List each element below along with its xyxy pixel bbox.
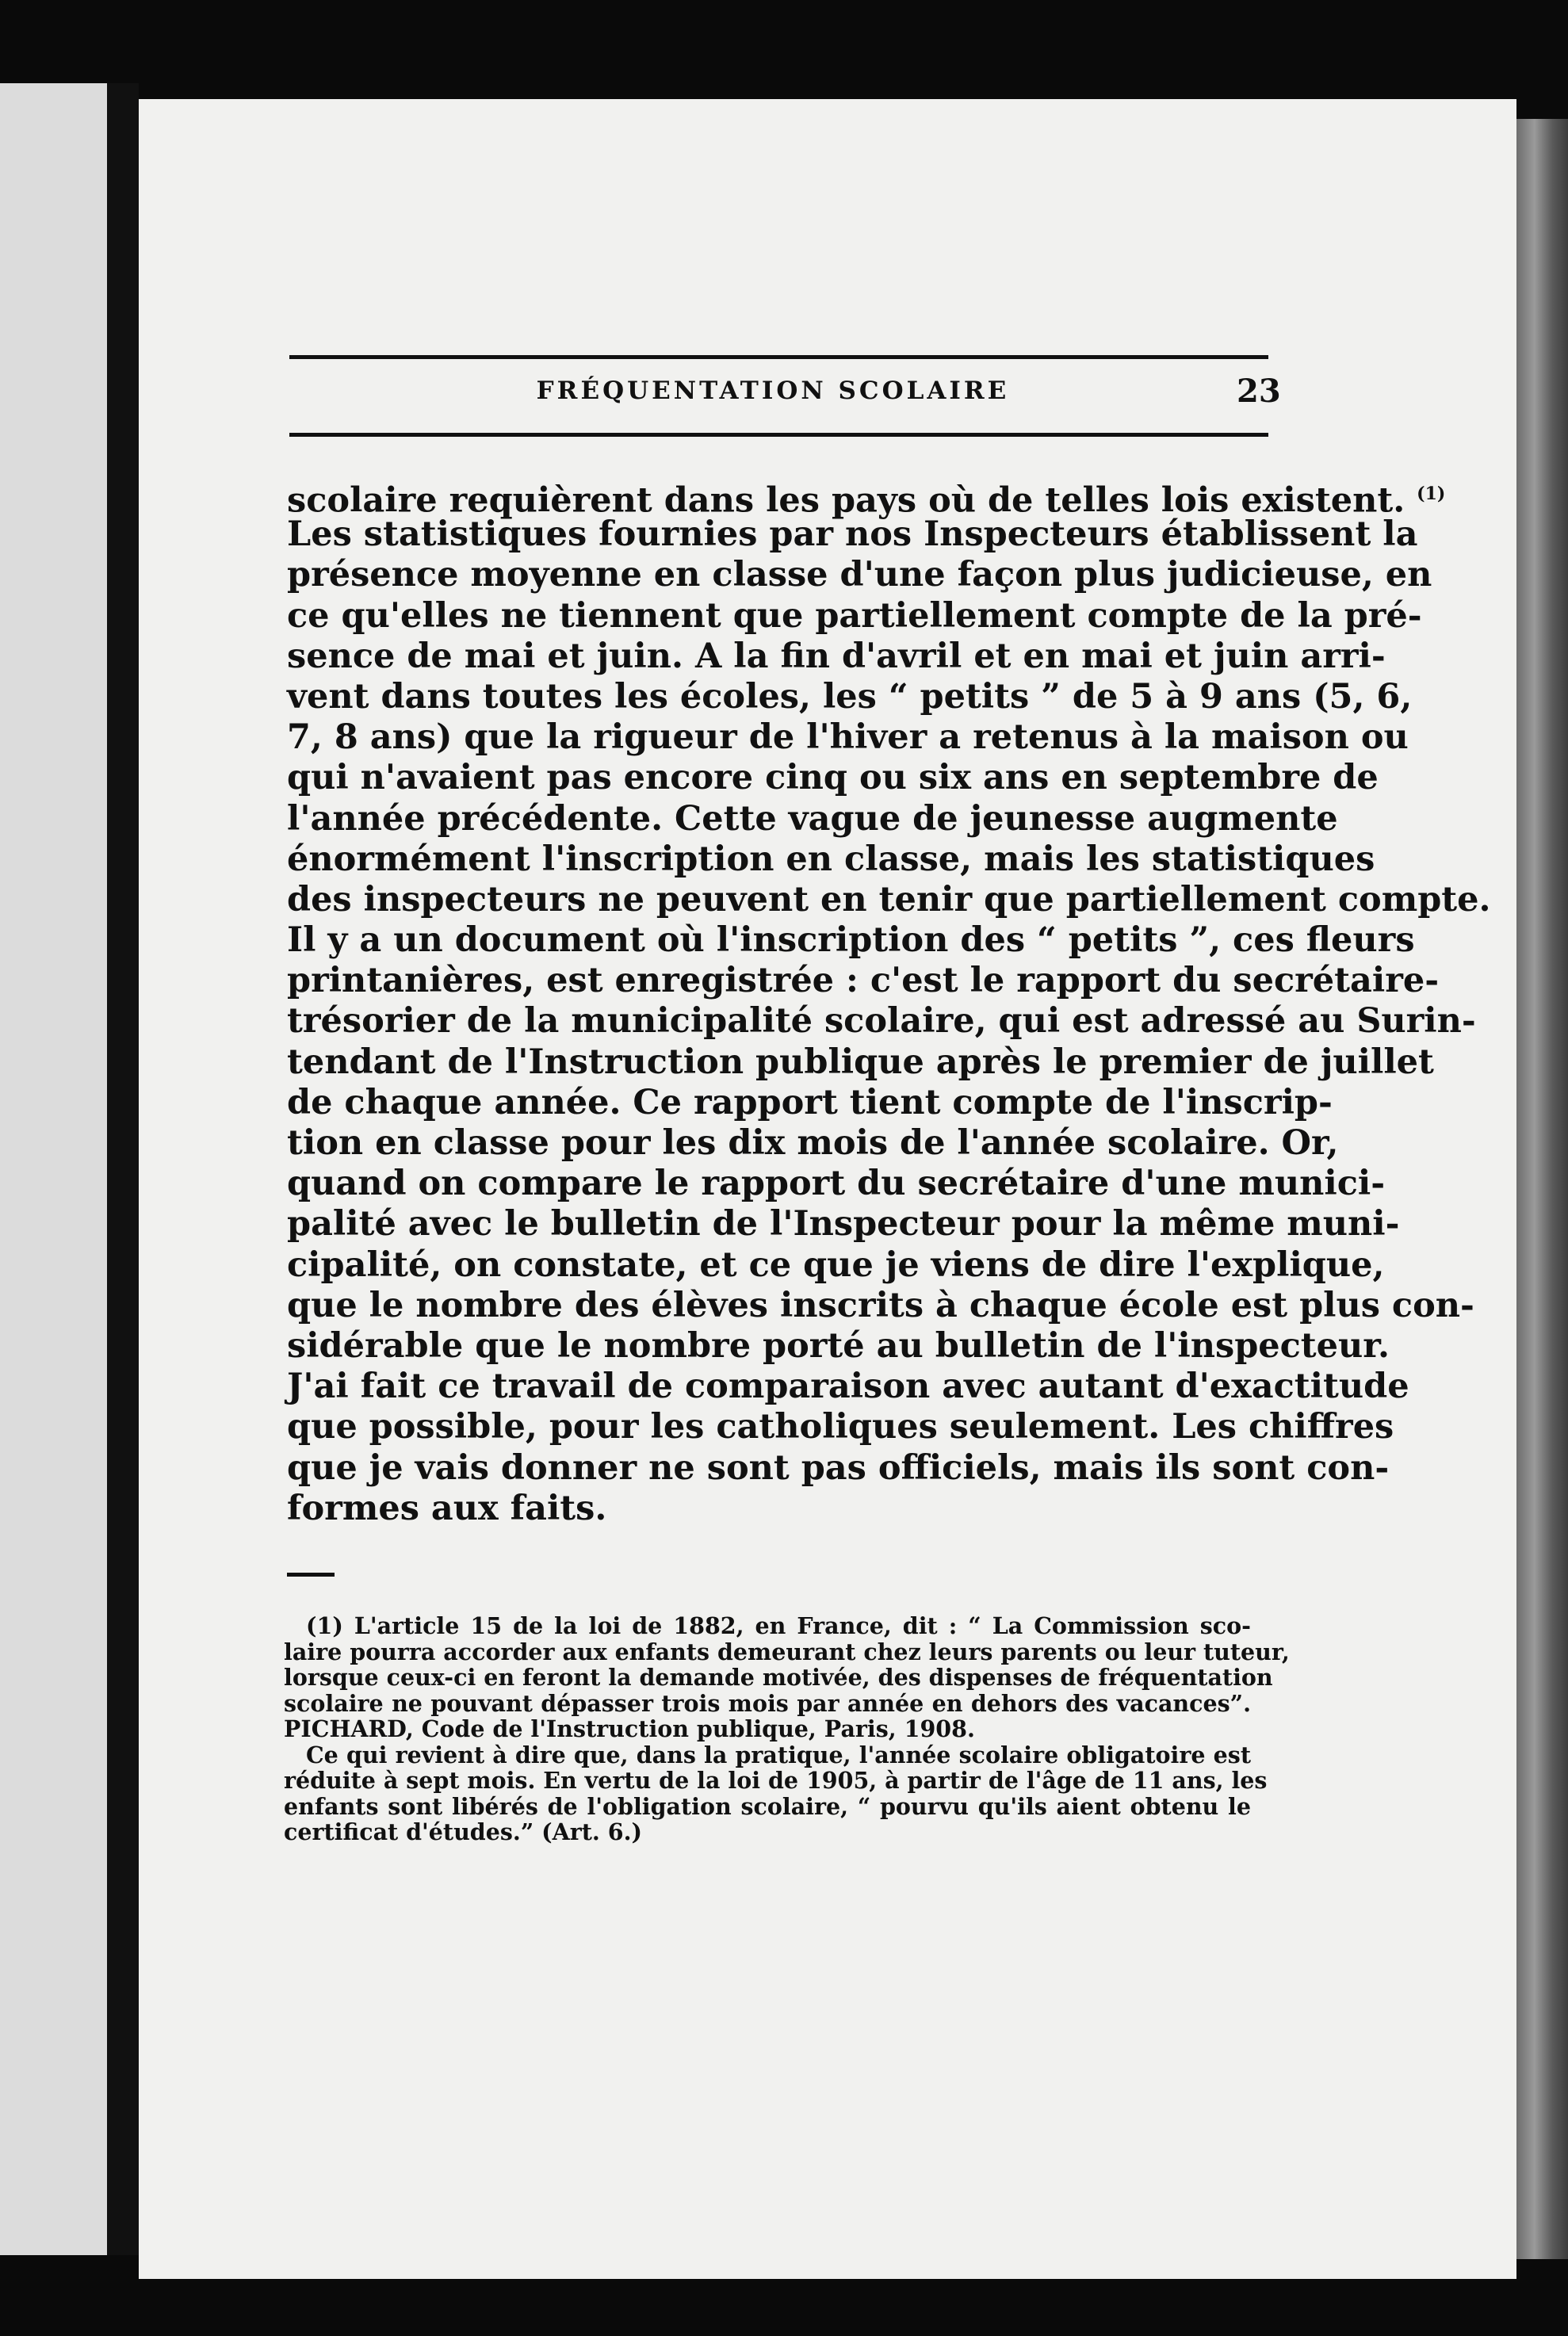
footnote-separator [287, 1573, 335, 1577]
footnote-line: laire pourra accorder aux enfants demeurant chez leurs parents ou leur tuteur, [284, 1638, 1290, 1665]
body-text [287, 474, 1491, 1529]
body-line: trésorier de la municipalité scolaire, qui est adressé au Surin- [287, 1001, 1476, 1042]
body-line: que je vais donner ne sont pas officiels, mais ils sont con- [287, 1447, 1390, 1488]
body-line: scolaire requièrent dans les pays où de telles lois existent. $^{(1)}$ [287, 480, 1446, 521]
body-line: cipalité, on constate, et ce que je viens de dire l'explique, [287, 1244, 1385, 1285]
facing-page-edge [0, 83, 107, 2255]
body-line: que le nombre des élèves inscrits à chaque école est plus con- [287, 1285, 1474, 1325]
body-line: qui n'avaient pas encore cinq ou six ans en septembre de [287, 758, 1379, 798]
page-number: 23 [1237, 373, 1281, 410]
body-line: sence de mai et juin. A la fin d'avril et en mai et juin arri- [287, 636, 1386, 676]
body-line: palité avec le bulletin de l'Inspecteur pour la même muni- [287, 1204, 1400, 1244]
footnote-line: (1) L'article 15 de la loi de 1882, en France, dit : “ La Commission sco- [306, 1612, 1251, 1639]
body-line: de chaque année. Ce rapport tient compte de l'inscrip- [287, 1082, 1333, 1122]
body-line: 7, 8 ans) que la rigueur de l'hiver a retenus à la maison ou [287, 717, 1409, 758]
footnote-line: réduite à sept mois. En vertu de la loi de 1905, à partir de l'âge de 11 ans, les [284, 1767, 1268, 1794]
footnotes [284, 1612, 1290, 1845]
body-line: vent dans toutes les écoles, les “ petits ” de 5 à 9 ans (5, 6, [287, 676, 1413, 717]
body-line: tion en classe pour les dix mois de l'année scolaire. Or, [287, 1123, 1339, 1163]
header-rule-bottom [289, 433, 1268, 437]
footnote-line: Ce qui revient à dire que, dans la pratique, l'année scolaire obligatoire est [306, 1741, 1251, 1768]
header-rule-top [289, 355, 1268, 359]
body-line: présence moyenne en classe d'une façon plus judicieuse, en [287, 555, 1432, 595]
binding-shadow [107, 83, 139, 2255]
footnote-line: lorsque ceux-ci en feront la demande motivée, des dispenses de fréquentation [284, 1664, 1273, 1691]
body-line: l'année précédente. Cette vague de jeunesse augmente [287, 798, 1338, 839]
footnote-marker: (1) [1417, 484, 1446, 504]
footnote-line: scolaire ne pouvant dépasser trois mois par année en dehors des vacances”. [284, 1689, 1251, 1717]
footnote-line: PICHARD, Code de l'Instruction publique, Paris, 1908. [284, 1715, 975, 1742]
body-line: sidérable que le nombre porté au bulletin de l'inspecteur. [287, 1325, 1390, 1366]
footnote-line: certificat d'études.” (Art. 6.) [284, 1818, 642, 1845]
body-line: quand on compare le rapport du secrétaire d'une munici- [287, 1164, 1386, 1204]
body-line: énormément l'inscription en classe, mais les statistiques [287, 839, 1375, 879]
running-title: FRÉQUENTATION SCOLAIRE [536, 377, 1010, 405]
body-line: Il y a un document où l'inscription des “ petits ”, ces fleurs [287, 920, 1415, 961]
body-line: Les statistiques fournies par nos Inspecteurs établissent la [287, 514, 1418, 555]
body-line: tendant de l'Instruction publique après le premier de juillet [287, 1042, 1434, 1082]
footnote-line: enfants sont libérés de l'obligation scolaire, “ pourvu qu'ils aient obtenu le [284, 1792, 1251, 1820]
body-line: des inspecteurs ne peuvent en tenir que partiellement compte. [287, 879, 1491, 919]
body-line: que possible, pour les catholiques seulement. Les chiffres [287, 1407, 1394, 1447]
body-line: J'ai fait ce travail de comparaison avec autant d'exactitude [287, 1367, 1409, 1407]
page-edge-shadow [1516, 119, 1568, 2259]
body-line: printanières, est enregistrée : c'est le rapport du secrétaire- [287, 961, 1440, 1001]
body-line: ce qu'elles ne tiennent que partiellement compte de la pré- [287, 595, 1422, 636]
body-line: formes aux faits. [287, 1488, 607, 1528]
